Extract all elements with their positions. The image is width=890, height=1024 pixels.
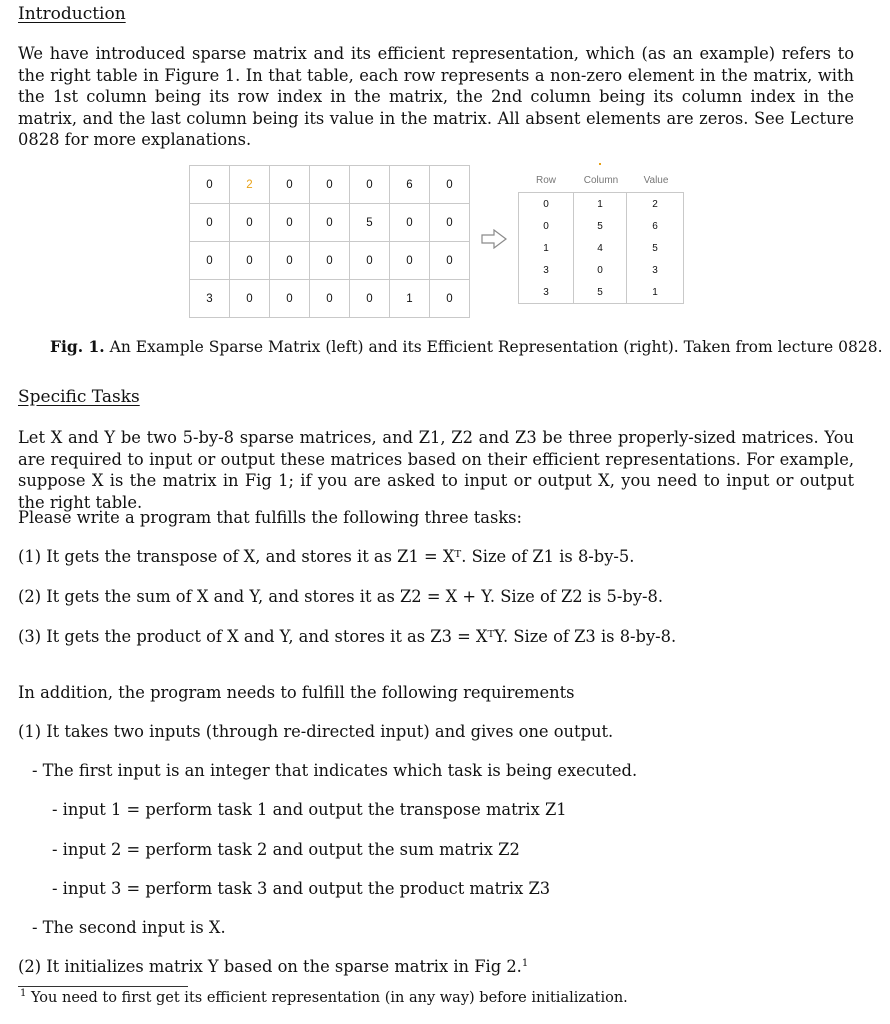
- footnote-reference: 1: [521, 958, 529, 969]
- rep-cell: 1: [574, 193, 627, 216]
- footnote-mark: 1: [20, 988, 27, 999]
- matrix-cell: 0: [230, 280, 270, 318]
- introduction-heading: Introduction: [18, 4, 126, 24]
- input-option-1: - input 1 = perform task 1 and output the transpose matrix Z1: [52, 800, 567, 819]
- efficient-representation-table: [518, 192, 684, 304]
- matrix-row: [190, 204, 470, 242]
- rep-header-value: Value: [643, 175, 669, 186]
- rep-cell: 1: [519, 237, 574, 259]
- rep-row: [519, 193, 684, 216]
- input-option-3: - input 3 = perform task 3 and output the product matrix Z3: [52, 879, 551, 898]
- tasks-intro: Let X and Y be two 5-by-8 sparse matrices, and Z1, Z2 and Z3 be three properly-sized matrices. You are required to input or output these matrices based on their efficient representations. For example, suppose X is the matrix in Fig 1; if you are asked to input or output X, you need to input or output the right table.: [18, 428, 854, 512]
- caption-label: Fig. 1.: [50, 337, 105, 356]
- matrix-cell: 0: [350, 166, 390, 204]
- introduction-paragraph: We have introduced sparse matrix and its efficient representation, which (as an example) refers to the right table in Figure 1. In that table, each row represents a non-zero element in the matrix, with the 1st column being its row index in the matrix, the 2nd column being its column index in the matrix, and the last column being its value in the matrix. All absent elements are zeros. See Lecture 0828 for more explanations.: [18, 44, 854, 149]
- rep-cell: 0: [519, 193, 574, 216]
- requirements-intro: In addition, the program needs to fulfill the following requirements: [18, 683, 575, 702]
- requirement-2: [18, 957, 528, 977]
- matrix-cell: 1: [390, 280, 430, 318]
- matrix-cell: 0: [310, 280, 350, 318]
- footnote: [20, 990, 628, 1006]
- rep-cell: 0: [574, 259, 627, 281]
- matrix-cell: 0: [270, 242, 310, 280]
- matrix-cell: 0: [350, 280, 390, 318]
- matrix-cell: 0: [190, 242, 230, 280]
- task-item-1: (1) It gets the transpose of X, and stores it as Z1 = Xᵀ. Size of Z1 is 8-by-5.: [18, 547, 635, 566]
- rep-cell: 5: [574, 215, 627, 237]
- rep-row: [519, 237, 684, 259]
- rep-cell: 3: [519, 281, 574, 304]
- caption-text: An Example Sparse Matrix (left) and its Efficient Representation (right). Taken from lecture 0828.: [109, 338, 883, 356]
- rep-cell: 0: [519, 215, 574, 237]
- requirement-1: (1) It takes two inputs (through re-directed input) and gives one output.: [18, 722, 614, 741]
- matrix-cell: 0: [430, 280, 470, 318]
- rep-row: [519, 215, 684, 237]
- matrix-cell: 0: [350, 242, 390, 280]
- matrix-row: [190, 166, 470, 204]
- rep-header-column: Column: [583, 175, 619, 186]
- matrix-row: [190, 242, 470, 280]
- rep-row: [519, 259, 684, 281]
- matrix-cell: 0: [390, 242, 430, 280]
- matrix-cell: 0: [230, 242, 270, 280]
- rep-cell: 5: [574, 281, 627, 304]
- rep-row: [519, 281, 684, 304]
- matrix-cell: 0: [190, 204, 230, 242]
- matrix-row: [190, 280, 470, 318]
- highlight-dot: [599, 163, 601, 165]
- footnote-rule: [18, 986, 188, 987]
- requirement-2-text: (2) It initializes matrix Y based on the sparse matrix in Fig 2.: [18, 957, 522, 976]
- sparse-matrix: [189, 165, 470, 318]
- matrix-cell: 0: [430, 166, 470, 204]
- matrix-cell: 0: [430, 242, 470, 280]
- requirement-1-second-input: - The second input is X.: [32, 918, 226, 937]
- matrix-cell: 5: [350, 204, 390, 242]
- rep-cell: 3: [519, 259, 574, 281]
- rep-cell: 4: [574, 237, 627, 259]
- matrix-cell: 0: [190, 166, 230, 204]
- task-item-3: (3) It gets the product of X and Y, and stores it as Z3 = XᵀY. Size of Z3 is 8-by-8.: [18, 627, 677, 646]
- rep-cell: 6: [627, 215, 684, 237]
- tasks-prompt: Please write a program that fulfills the following three tasks:: [18, 508, 523, 527]
- matrix-cell: 6: [390, 166, 430, 204]
- matrix-cell: 0: [270, 204, 310, 242]
- rep-cell: 1: [627, 281, 684, 304]
- rep-cell: 3: [627, 259, 684, 281]
- matrix-cell: 0: [270, 280, 310, 318]
- matrix-cell: 0: [270, 166, 310, 204]
- rep-cell: 5: [627, 237, 684, 259]
- figure-caption: [50, 337, 883, 356]
- rep-cell: 2: [627, 193, 684, 216]
- footnote-text: You need to first get its efficient representation (in any way) before initialization.: [30, 990, 628, 1006]
- matrix-cell: 0: [310, 166, 350, 204]
- requirement-1-first-input: - The first input is an integer that indicates which task is being executed.: [32, 761, 638, 780]
- right-arrow-icon: [481, 229, 507, 249]
- tasks-heading: Specific Tasks: [18, 387, 140, 407]
- matrix-cell: 2: [230, 166, 270, 204]
- rep-header-row: Row: [535, 175, 556, 186]
- task-item-2: (2) It gets the sum of X and Y, and stores it as Z2 = X + Y. Size of Z2 is 5-by-8.: [18, 587, 664, 606]
- matrix-cell: 0: [310, 242, 350, 280]
- matrix-cell: 0: [430, 204, 470, 242]
- matrix-cell: 0: [310, 204, 350, 242]
- matrix-cell: 0: [390, 204, 430, 242]
- matrix-cell: 0: [230, 204, 270, 242]
- matrix-cell: 3: [190, 280, 230, 318]
- input-option-2: - input 2 = perform task 2 and output the sum matrix Z2: [52, 840, 520, 859]
